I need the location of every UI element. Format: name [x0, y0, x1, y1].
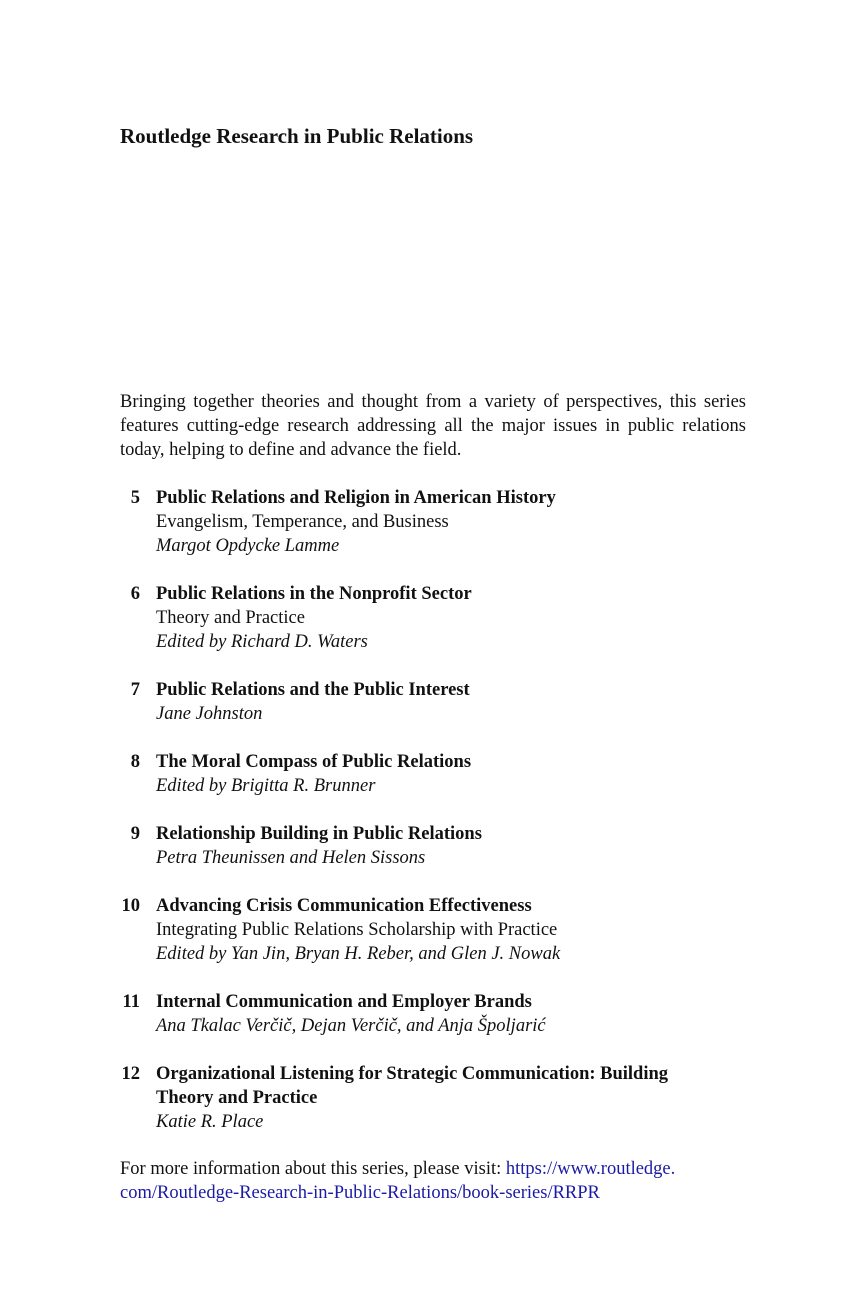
book-title: Public Relations and the Public Interest	[156, 680, 470, 700]
book-subtitle: Evangelism, Temperance, and Business	[156, 512, 449, 532]
book-title: Relationship Building in Public Relations	[156, 824, 482, 844]
book-author: Edited by Brigitta R. Brunner	[156, 776, 376, 796]
book-entry-9	[120, 822, 746, 870]
book-title: Public Relations in the Nonprofit Sector	[156, 584, 472, 604]
book-number: 9	[130, 824, 140, 844]
book-entry-10	[120, 894, 746, 966]
book-author: Edited by Richard D. Waters	[156, 632, 368, 652]
book-number: 7	[130, 680, 140, 700]
book-author: Margot Opdycke Lamme	[156, 536, 340, 556]
book-entry-7	[120, 678, 746, 726]
book-author: Edited by Yan Jin, Bryan H. Reber, and Glen J. Nowak	[156, 944, 561, 964]
book-number: 11	[122, 992, 140, 1012]
book-title: Internal Communication and Employer Brands	[156, 992, 532, 1012]
series-link-line1: https://www.routledge.	[505, 1159, 676, 1179]
book-subtitle: Integrating Public Relations Scholarship with Practice	[156, 920, 558, 940]
more-info	[120, 1157, 746, 1205]
book-list	[120, 486, 746, 1158]
book-title: Advancing Crisis Communication Effectiveness	[156, 896, 532, 916]
series-link-line2: com/Routledge-Research-in-Public-Relations/book-series/RRPR	[120, 1183, 600, 1203]
book-number: 8	[130, 752, 140, 772]
book-author: Jane Johnston	[156, 704, 263, 724]
book-title: The Moral Compass of Public Relations	[156, 752, 472, 772]
more-info-text: For more information about this series, please visit:	[120, 1159, 506, 1179]
series-description: Bringing together theories and thought from a variety of perspectives, this series features cutting-edge research addressing all the major issues in public relations today, helping to define and advance the field.	[120, 392, 746, 460]
book-entry-12	[120, 1062, 746, 1134]
book-author: Petra Theunissen and Helen Sissons	[156, 848, 426, 868]
book-entry-8	[120, 750, 746, 798]
book-title: Organizational Listening for Strategic Communication: Building Theory and Practice	[156, 1064, 669, 1108]
book-number: 6	[130, 584, 140, 604]
book-number: 12	[121, 1064, 140, 1084]
book-entry-5	[120, 486, 746, 558]
book-title: Public Relations and Religion in American History	[156, 488, 556, 508]
book-number: 10	[121, 896, 140, 916]
book-author: Ana Tkalac Verčič, Dejan Verčič, and Anja Špoljarić	[156, 1016, 546, 1036]
book-author: Katie R. Place	[156, 1112, 264, 1132]
book-entry-11	[120, 990, 746, 1038]
series-title: Routledge Research in Public Relations	[120, 124, 474, 148]
book-entry-6	[120, 582, 746, 654]
book-number: 5	[130, 488, 140, 508]
page	[120, 0, 746, 1296]
book-subtitle: Theory and Practice	[156, 608, 305, 628]
